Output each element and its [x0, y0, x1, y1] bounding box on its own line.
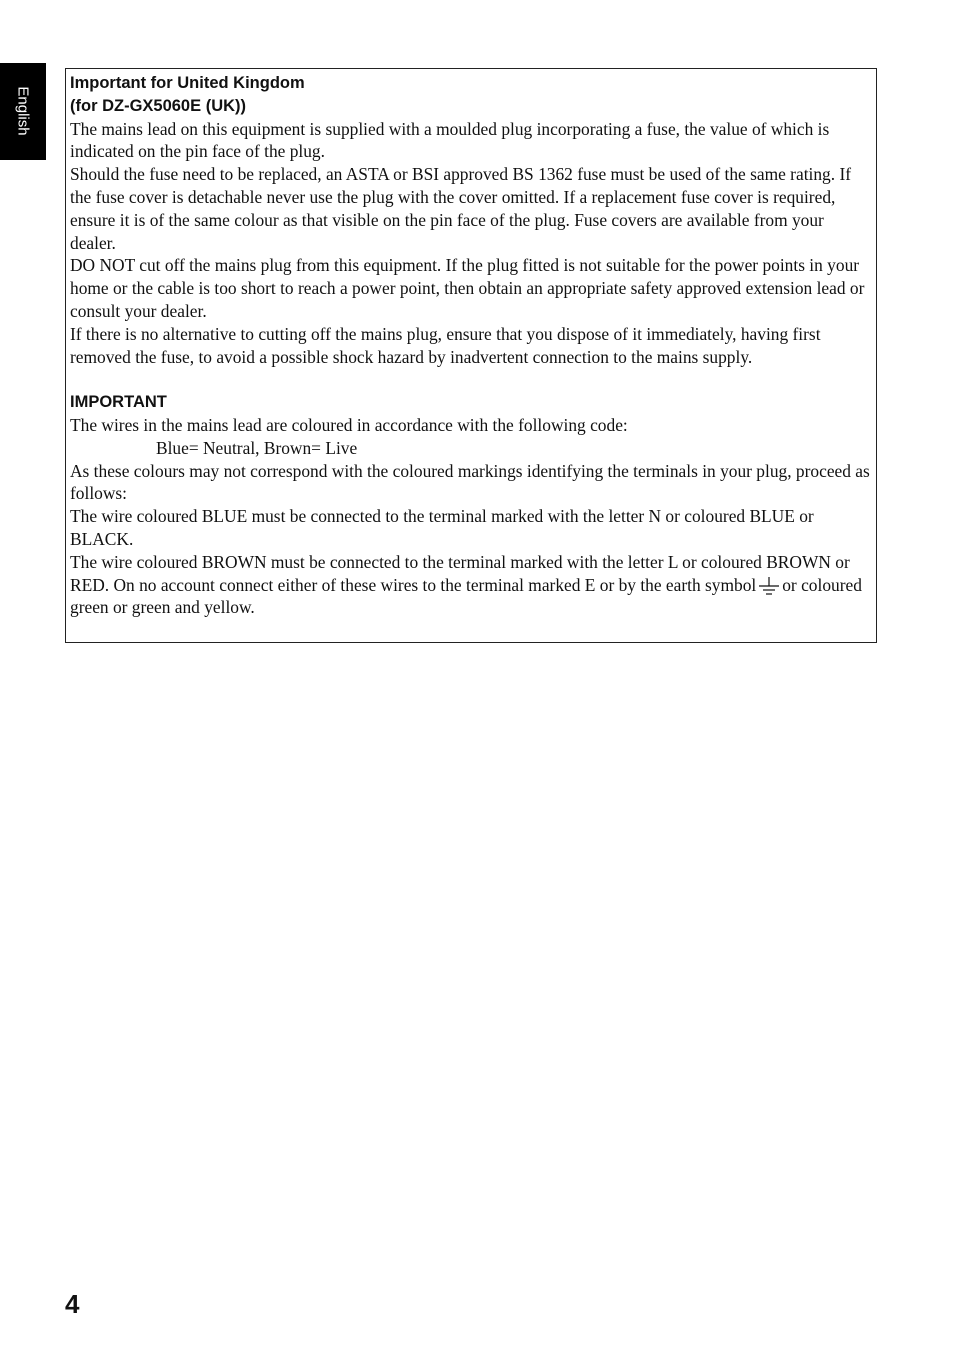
earth-ground-icon [758, 576, 780, 596]
uk-plug-notice-box [65, 68, 877, 643]
notice-title-line2: (for DZ-GX5060E (UK)) [70, 96, 247, 115]
paragraph-do-not-cut: DO NOT cut off the mains plug from this equipment. If the plug fitted is not suitable for the power points in your home or the cable is too short to reach a power point, then obtain an appropriate safety approved extension lead or consult your dealer. [70, 255, 865, 321]
paragraph-no-alternative: If there is no alternative to cutting off the mains plug, ensure that you dispose of it immediately, having first removed the fuse, to avoid a possible shock hazard by inadvertent connection to the mains supply. [70, 323, 821, 367]
notice-title-line1: Important for United Kingdom [70, 74, 305, 92]
important-heading: IMPORTANT [70, 393, 167, 412]
section-spacer [70, 368, 872, 391]
paragraph-brown-wire [70, 551, 872, 619]
earth-colour-text: or coloured green or green and yellow. [70, 574, 862, 618]
paragraph-wire-colours: The wires in the mains lead are coloured in accordance with the following code: [70, 414, 628, 435]
language-tab-label: English [14, 86, 32, 136]
brown-wire-text: The wire coloured BROWN must be connected to the terminal marked with the letter L or coloured BROWN or RED. On no account connect either of these wires to the terminal marked E or by the earth symbol [70, 551, 850, 595]
paragraph-moulded-plug: The mains lead on this equipment is supplied with a moulded plug incorporating a fuse, the value of which is indicated on the pin face of the plug. [70, 118, 830, 162]
page-number: 4 [65, 1289, 80, 1319]
paragraph-blue-wire: The wire coloured BLUE must be connected to the terminal marked with the letter N or coloured BLUE or BLACK. [70, 506, 814, 549]
paragraph-markings: As these colours may not correspond with the coloured markings identifying the terminals in your plug, proceed as follows: [70, 460, 870, 504]
language-tab [0, 63, 46, 160]
colour-code-line: Blue= Neutral, Brown= Live [156, 437, 358, 458]
paragraph-fuse-replacement: Should the fuse need to be replaced, an ASTA or BSI approved BS 1362 fuse must be used of the same rating. If the fuse cover is detachable never use the plug with the cover omitted. If a replacement fuse cover is required, ensure it is of the same colour as that visible on the pin face of the plug. Fuse covers are available from your dealer. [70, 164, 852, 253]
